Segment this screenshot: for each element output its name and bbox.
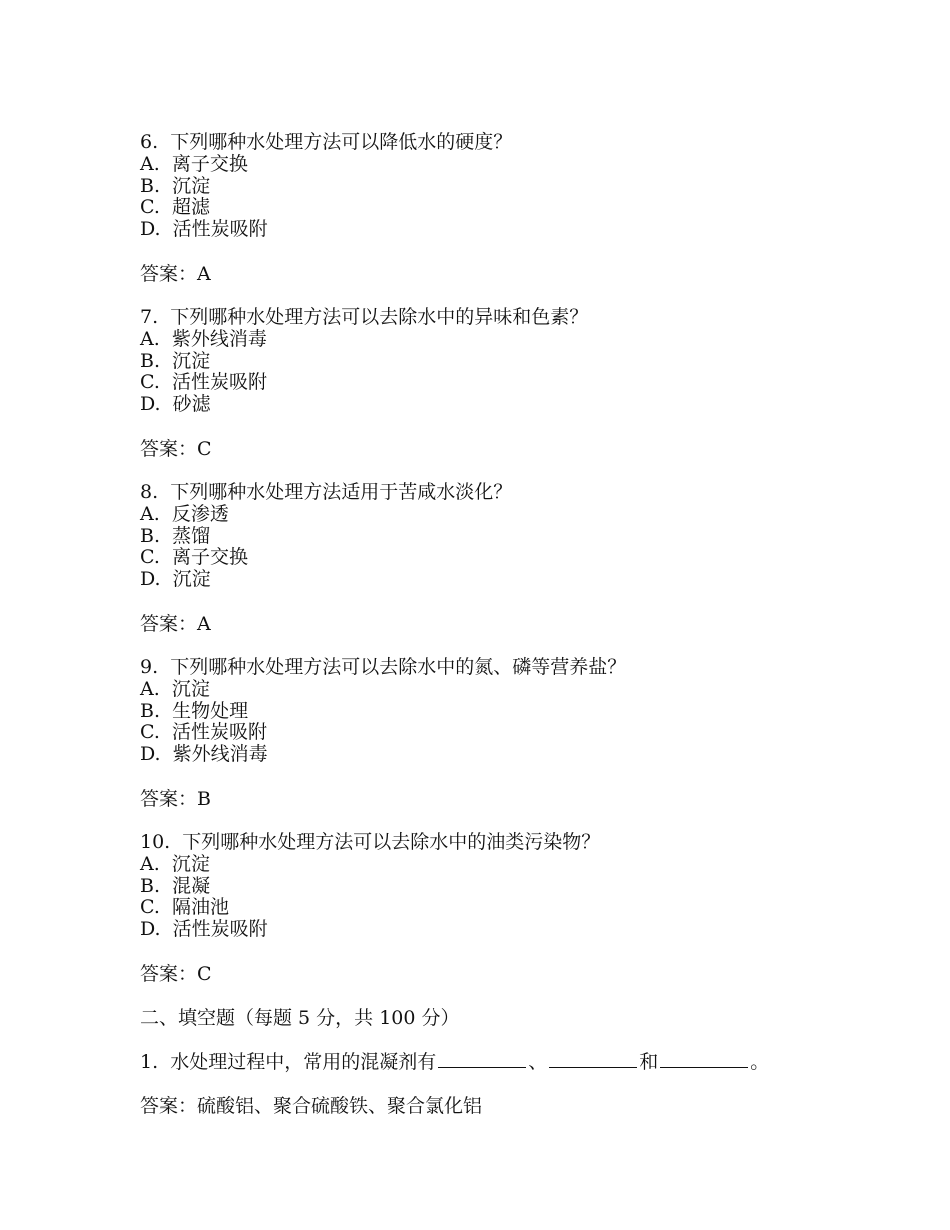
option-b: B. 沉淀 xyxy=(140,349,211,372)
question-7 xyxy=(140,307,860,460)
question-10 xyxy=(140,832,860,985)
option-d: D. 紫外线消毒 xyxy=(140,743,268,766)
option-c: C. 活性炭吸附 xyxy=(140,371,267,394)
blank-2 xyxy=(549,1051,637,1068)
question-6 xyxy=(140,132,860,285)
fill-separator: 、 xyxy=(528,1050,548,1073)
answer: 答案：硫酸铝、聚合硫酸铁、聚合氯化铝 xyxy=(140,1094,483,1117)
answer: 答案：A xyxy=(140,612,211,635)
question-8 xyxy=(140,482,860,635)
option-a: A. 离子交换 xyxy=(140,152,248,175)
option-d: D. 活性炭吸附 xyxy=(140,218,268,241)
question-stem: 6. 下列哪种水处理方法可以降低水的硬度？ xyxy=(140,131,513,153)
option-b: B. 沉淀 xyxy=(140,174,211,197)
fill-end: 。 xyxy=(750,1050,770,1073)
option-a: A. 紫外线消毒 xyxy=(140,327,267,350)
question-stem: 7. 下列哪种水处理方法可以去除水中的异味和色素？ xyxy=(140,305,589,328)
fill-question-prefix: 1. 水处理过程中，常用的混凝剂有 xyxy=(140,1050,437,1073)
question-stem: 9. 下列哪种水处理方法可以去除水中的氮、磷等营养盐？ xyxy=(140,655,627,678)
question-9 xyxy=(140,657,860,810)
option-b: B. 蒸馏 xyxy=(140,524,211,547)
blank-3 xyxy=(660,1051,748,1068)
blank-1 xyxy=(438,1051,526,1068)
option-b: B. 生物处理 xyxy=(140,699,249,722)
answer: 答案：A xyxy=(140,262,211,285)
option-b: B. 混凝 xyxy=(140,874,211,897)
fill-question-1 xyxy=(140,1051,860,1073)
option-d: D. 活性炭吸附 xyxy=(140,918,268,941)
option-c: C. 超滤 xyxy=(140,196,210,219)
option-d: D. 砂滤 xyxy=(140,393,211,416)
document-content xyxy=(140,132,860,1139)
option-a: A. 反渗透 xyxy=(140,502,229,525)
option-c: C. 活性炭吸附 xyxy=(140,721,267,744)
question-stem: 10. 下列哪种水处理方法可以去除水中的油类污染物？ xyxy=(140,830,601,853)
section-title: 二、填空题（每题 5 分，共 100 分） xyxy=(140,1006,460,1029)
fill-separator: 和 xyxy=(639,1050,659,1073)
answer: 答案：B xyxy=(140,787,211,810)
option-d: D. 沉淀 xyxy=(140,568,211,591)
answer: 答案：C xyxy=(140,437,212,460)
option-a: A. 沉淀 xyxy=(140,677,210,700)
option-c: C. 离子交换 xyxy=(140,546,248,569)
answer: 答案：C xyxy=(140,962,212,985)
option-a: A. 沉淀 xyxy=(140,852,210,875)
question-stem: 8. 下列哪种水处理方法适用于苦咸水淡化？ xyxy=(140,480,513,503)
option-c: C. 隔油池 xyxy=(140,896,229,919)
